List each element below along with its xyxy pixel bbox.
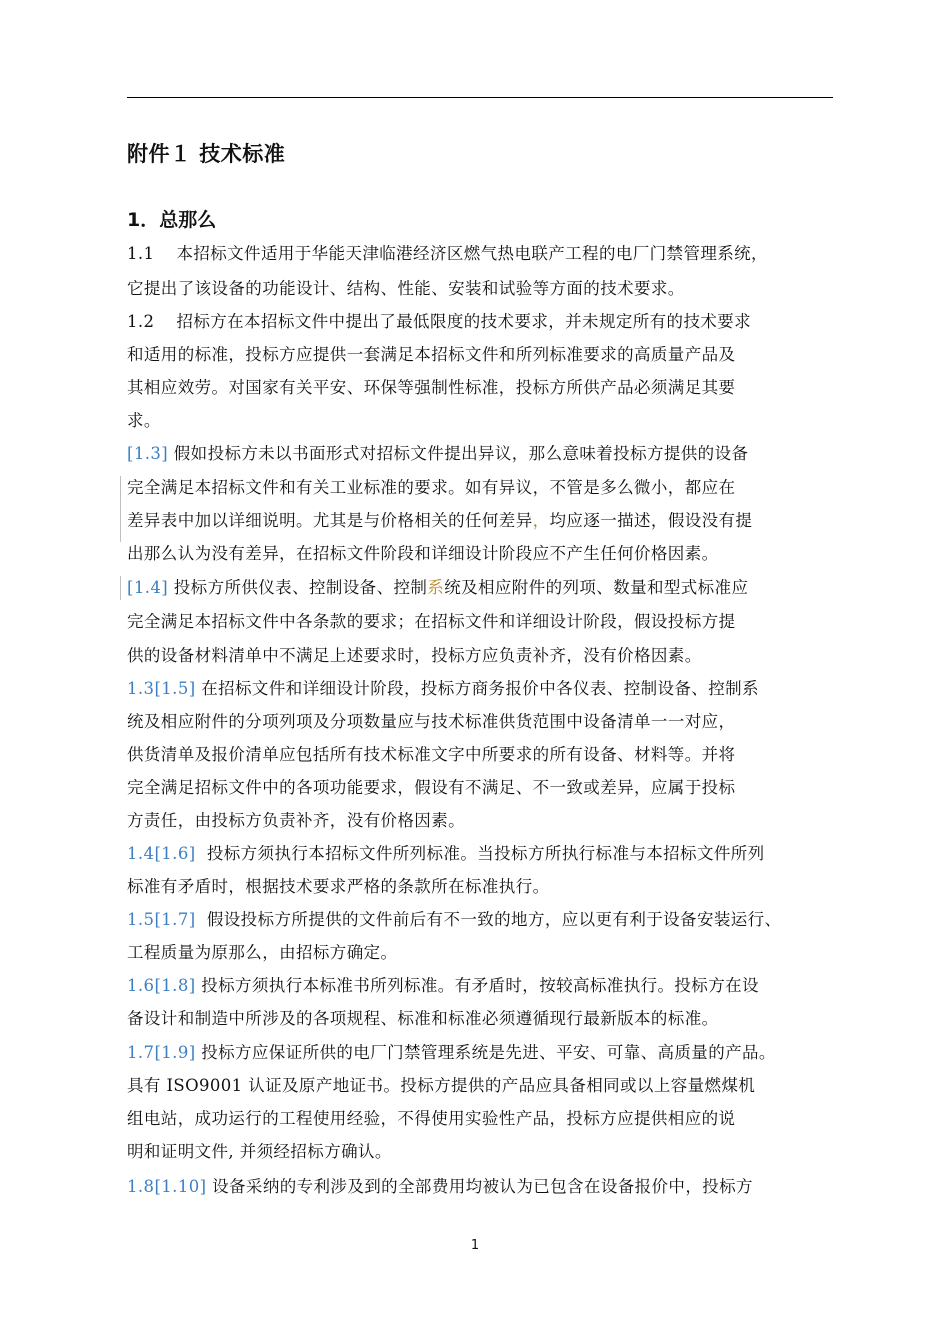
clause-text: 均应逐一描述，假设没有提 — [549, 511, 753, 530]
clause-number: 1.2 — [127, 312, 155, 331]
paragraph-line: 求。 — [127, 411, 161, 430]
clause-ref[interactable]: 1.5[1.7] — [127, 910, 196, 929]
paragraph-line — [127, 311, 751, 333]
paragraph-line — [127, 443, 748, 465]
clause-text: 投标方所供仪表、控制设备、控制 — [168, 578, 428, 597]
paragraph-line — [127, 843, 765, 865]
paragraph-line: 它提出了该设备的功能设计、结构、性能、安装和试验等方面的技术要求。 — [127, 279, 685, 298]
clause-text: 投标方须执行本招标文件所列标准。当投标方所执行标准与本招标文件所列 — [195, 844, 765, 863]
header-rule — [127, 97, 833, 98]
clause-text: 投标方应保证所供的电厂门禁管理系统是先进、平安、可靠、高质量的产品。 — [195, 1043, 776, 1062]
paragraph-line: 和适用的标准，投标方应提供一套满足本招标文件和所列标准要求的高质量产品及 — [127, 345, 736, 364]
paragraph-line: 标准有矛盾时，根据技术要求严格的条款所在标准执行。 — [127, 877, 550, 896]
paragraph-line: 备设计和制造中所涉及的各项规程、标准和标准必须遵循现行最新版本的标准。 — [127, 1009, 719, 1028]
page-title: 附件１ 技术标准 — [127, 142, 286, 166]
paragraph-line: 统及相应附件的分项列项及分项数量应与技术标准供货范围中设备清单一一对应， — [127, 712, 736, 731]
clause-ref[interactable]: 1.3[1.5] — [127, 679, 196, 698]
clause-ref[interactable]: 1.4[1.6] — [127, 844, 196, 863]
paragraph-line: 供货清单及报价清单应包括所有技术标准文字中所要求的所有设备、材料等。并将 — [127, 745, 736, 764]
paragraph-line — [127, 1176, 753, 1198]
revision-bar — [120, 576, 121, 600]
clause-text: 假设投标方所提供的文件前后有不一致的地方，应以更有利于设备安装运行、 — [195, 910, 782, 929]
clause-text: 本招标文件适用于华能天津临港经济区燃气热电联产工程的电厂门禁管理系统， — [176, 244, 768, 263]
clause-text: 招标方在本招标文件中提出了最低限度的技术要求，并未规定所有的技术要求 — [176, 312, 752, 331]
paragraph-line — [127, 909, 781, 931]
clause-text: 统及相应附件的列项、数量和型式标准应 — [444, 578, 749, 597]
clause-text: 设备采纳的专利涉及到的全部费用均被认为已包含在设备报价中，投标方 — [206, 1177, 753, 1196]
clause-ref[interactable]: 1.7[1.9] — [127, 1043, 196, 1062]
clause-text: 投标方须执行本标准书所列标准。有矛盾时，按较高标准执行。投标方在设 — [195, 976, 759, 995]
clause-number: 1.1 — [127, 244, 155, 263]
clause-text: 假如投标方未以书面形式对招标文件提出异议，那么意味着投标方提供的设备 — [168, 444, 749, 463]
revision-mark: ， — [532, 511, 550, 530]
clause-ref[interactable]: [1.3] — [127, 444, 169, 463]
page-number: 1 — [470, 1238, 480, 1253]
clause-ref[interactable]: [1.4] — [127, 578, 169, 597]
paragraph-line: 完全满足招标文件中的各项功能要求，假设有不满足、不一致或差异，应属于投标 — [127, 778, 736, 797]
paragraph-line: 供的设备材料清单中不满足上述要求时，投标方应负责补齐，没有价格因素。 — [127, 646, 702, 665]
clause-ref[interactable]: 1.8[1.10] — [127, 1177, 207, 1196]
paragraph-line: 出那么认为没有差异，在招标文件阶段和详细设计阶段应不产生任何价格因素。 — [127, 544, 719, 563]
paragraph-line — [127, 975, 759, 997]
paragraph-line — [127, 1042, 776, 1064]
section-heading: 1．总那么 — [127, 209, 217, 231]
paragraph-line — [127, 243, 768, 265]
revision-bar — [120, 476, 121, 542]
paragraph-line: 组电站，成功运行的工程使用经验，不得使用实验性产品，投标方应提供相应的说 — [127, 1109, 736, 1128]
clause-text: 差异表中加以详细说明。尤其是与价格相关的任何差异 — [127, 511, 533, 530]
paragraph-line — [127, 577, 748, 599]
paragraph-line — [127, 510, 752, 532]
paragraph-line: 其相应效劳。对国家有关平安、环保等强制性标准，投标方所供产品必须满足其要 — [127, 378, 736, 397]
paragraph-line: 完全满足本招标文件和有关工业标准的要求。如有异议，不管是多么微小，都应在 — [127, 478, 736, 497]
clause-text: 在招标文件和详细设计阶段，投标方商务报价中各仪表、控制设备、控制系 — [195, 679, 759, 698]
clause-ref[interactable]: 1.6[1.8] — [127, 976, 196, 995]
paragraph-line — [127, 678, 759, 700]
paragraph-line: 方责任，由投标方负责补齐，没有价格因素。 — [127, 811, 465, 830]
paragraph-line: 具有 ISO9001 认证及原产地证书。投标方提供的产品应具备相同或以上容量燃煤机 — [127, 1076, 756, 1095]
highlighted-char: 系 — [427, 578, 445, 597]
paragraph-line: 工程质量为原那么，由招标方确定。 — [127, 943, 398, 962]
paragraph-line: 明和证明文件, 并须经招标方确认。 — [127, 1142, 392, 1161]
paragraph-line: 完全满足本招标文件中各条款的要求；在招标文件和详细设计阶段，假设投标方提 — [127, 612, 736, 631]
